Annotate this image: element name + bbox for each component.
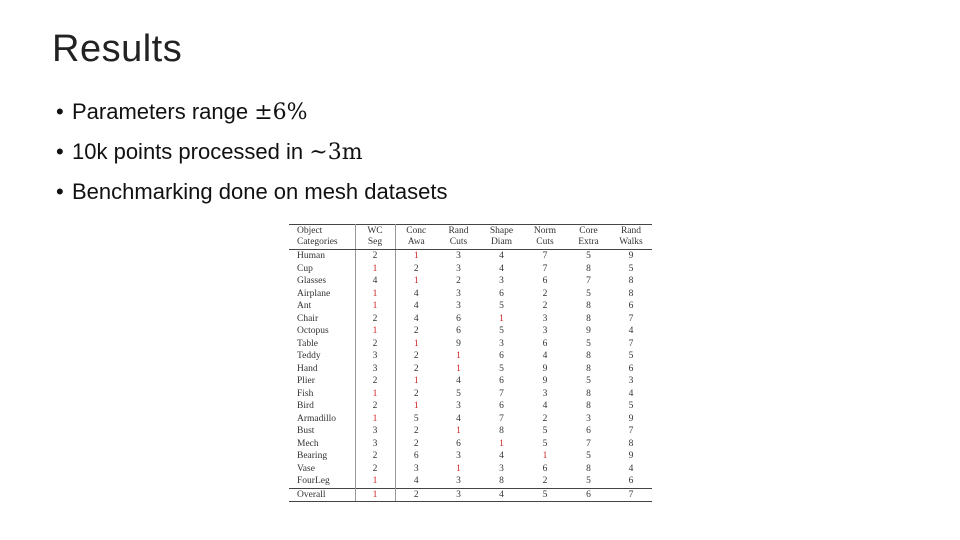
row-category: Bearing	[289, 450, 355, 463]
bullet-dot-icon: •	[56, 139, 64, 164]
rank-cell: 7	[542, 251, 548, 261]
rank-cell: 1	[542, 451, 548, 461]
rank-cell: 9	[586, 326, 591, 336]
rank-cell: 9	[542, 363, 548, 374]
rank-cell: 4	[542, 401, 548, 411]
bullet-item-parameters	[56, 92, 447, 132]
rank-cell: 2	[542, 476, 548, 486]
rank-cell: 7	[610, 488, 652, 502]
rank-cell: 6	[456, 313, 461, 324]
rank-cell: 6	[499, 376, 504, 386]
rank-cell: 2	[542, 288, 548, 299]
rank-cell: 5	[628, 263, 634, 274]
row-category: Overall	[289, 488, 355, 502]
rank-cell: 2	[413, 363, 419, 374]
column-header	[567, 225, 610, 250]
table-row	[289, 338, 652, 351]
rank-cell: 7	[542, 263, 548, 274]
rank-cell: 2	[413, 326, 419, 336]
rank-cell: 3	[456, 263, 461, 274]
rank-cell: 5	[542, 426, 548, 436]
rank-cell: 6	[413, 451, 419, 461]
rank-cell: 9	[542, 376, 548, 386]
rank-cell: 2	[355, 400, 395, 413]
rank-cell: 4	[628, 388, 634, 399]
rank-cell: 5	[499, 363, 504, 374]
rank-cell: 9	[628, 251, 634, 261]
rank-cell: 3	[355, 363, 395, 376]
rank-cell: 3	[499, 463, 504, 474]
rank-cell: 5	[542, 438, 548, 449]
rank-cell: 8	[628, 288, 634, 299]
table-row	[289, 400, 652, 413]
column-header	[355, 225, 395, 250]
rank-cell: 1	[355, 413, 395, 426]
rank-cell: 6	[542, 276, 548, 286]
rank-cell: 6	[628, 476, 634, 486]
rank-cell: 5	[413, 413, 419, 424]
rank-cell: 4	[542, 351, 548, 361]
table-row	[289, 350, 652, 363]
rank-cell: 7	[586, 438, 591, 449]
column-header	[610, 225, 652, 250]
rank-cell: 5	[499, 326, 504, 336]
row-category: Plier	[289, 375, 355, 388]
rank-cell: 8	[586, 313, 591, 324]
rank-cell: 6	[628, 363, 634, 374]
column-header	[523, 225, 567, 250]
table-body	[289, 250, 652, 502]
rank-cell: 3	[499, 338, 504, 349]
bullet-item-points	[56, 132, 447, 172]
row-category: Vase	[289, 463, 355, 476]
rank-cell: 5	[523, 488, 567, 502]
row-category: Fish	[289, 388, 355, 401]
rank-cell: 4	[413, 476, 419, 486]
row-category: Glasses	[289, 275, 355, 288]
slide-title: Results	[52, 28, 183, 70]
rank-cell: 2	[413, 438, 419, 449]
rank-cell: 4	[456, 413, 461, 424]
row-category: Bird	[289, 400, 355, 413]
rank-cell: 1	[499, 313, 504, 324]
table-row	[289, 475, 652, 488]
row-category: Ant	[289, 300, 355, 313]
table-row	[289, 488, 652, 502]
rank-cell: 2	[355, 450, 395, 463]
rank-cell: 4	[413, 313, 419, 324]
rank-cell: 3	[355, 425, 395, 438]
column-header-line: Seg	[367, 237, 383, 247]
row-category: Human	[289, 250, 355, 263]
rank-cell: 3	[456, 476, 461, 486]
bullet-item-benchmarking	[56, 172, 447, 211]
table-row	[289, 375, 652, 388]
rank-cell: 2	[456, 276, 461, 286]
row-category: Octopus	[289, 325, 355, 338]
rank-cell: 8	[586, 463, 591, 474]
rank-cell: 1	[413, 401, 419, 411]
rank-cell: 2	[395, 488, 437, 502]
rank-cell: 1	[413, 276, 419, 286]
rank-cell: 2	[355, 463, 395, 476]
rank-cell: 8	[628, 276, 634, 286]
rank-cell: 3	[355, 350, 395, 363]
rank-cell: 5	[628, 351, 634, 361]
rank-cell: 4	[628, 463, 634, 474]
rank-cell: 7	[499, 388, 504, 399]
column-header-line: Walks	[619, 237, 643, 247]
results-table-image	[289, 224, 652, 500]
table-row	[289, 438, 652, 451]
rank-cell: 1	[355, 488, 395, 502]
rank-cell: 6	[586, 426, 591, 436]
rank-cell: 2	[413, 351, 419, 361]
rank-cell: 3	[355, 438, 395, 451]
table-row	[289, 413, 652, 426]
table-row	[289, 363, 652, 376]
rank-cell: 4	[499, 451, 504, 461]
rank-cell: 4	[628, 326, 634, 336]
rank-cell: 8	[586, 401, 591, 411]
rank-cell: 1	[499, 438, 504, 449]
rank-cell: 5	[586, 451, 591, 461]
rank-cell: 1	[456, 426, 461, 436]
rank-cell: 3	[456, 251, 461, 261]
bullet-text: 10k points processed in	[72, 139, 310, 164]
rank-cell: 6	[499, 401, 504, 411]
table-row	[289, 288, 652, 301]
rank-cell: 8	[586, 351, 591, 361]
rank-cell: 9	[628, 451, 634, 461]
table-row	[289, 300, 652, 313]
rank-cell: 3	[413, 463, 419, 474]
table-row	[289, 313, 652, 326]
row-category: Armadillo	[289, 413, 355, 426]
table-row	[289, 250, 652, 263]
rank-cell: 2	[355, 250, 395, 263]
column-header-line: Rand	[620, 226, 642, 236]
rank-cell: 5	[586, 251, 591, 261]
rank-cell: 1	[355, 263, 395, 276]
column-header-line: Object	[297, 226, 323, 236]
rank-cell: 6	[499, 288, 504, 299]
row-category: Mech	[289, 438, 355, 451]
rank-cell: 3	[456, 301, 461, 311]
bullet-math: ~3m	[309, 140, 363, 165]
column-header-line: WC	[367, 226, 383, 236]
row-category: Chair	[289, 313, 355, 326]
rank-cell: 4	[413, 301, 419, 311]
rank-cell: 2	[355, 338, 395, 351]
rank-cell: 2	[542, 301, 548, 311]
column-header-line: Rand	[448, 226, 469, 236]
rank-cell: 8	[586, 388, 591, 399]
rank-cell: 3	[542, 313, 548, 324]
row-category: Airplane	[289, 288, 355, 301]
rank-cell: 9	[628, 413, 634, 424]
rank-cell: 8	[586, 263, 591, 274]
row-category: Table	[289, 338, 355, 351]
table-row	[289, 463, 652, 476]
rank-cell: 4	[355, 275, 395, 288]
rank-cell: 8	[628, 438, 634, 449]
row-category: Hand	[289, 363, 355, 376]
rank-cell: 2	[355, 313, 395, 326]
column-header-line: Cuts	[536, 237, 554, 247]
rank-cell: 1	[355, 475, 395, 488]
column-header-line: Conc	[406, 226, 427, 236]
column-header-line: Core	[579, 226, 598, 236]
bullet-dot-icon: •	[56, 99, 64, 124]
rank-cell: 6	[542, 338, 548, 349]
rank-cell: 1	[355, 325, 395, 338]
table-row	[289, 388, 652, 401]
column-header	[437, 225, 480, 250]
bullet-dot-icon: •	[56, 179, 64, 204]
bullet-math: ±6%	[254, 100, 308, 125]
rank-cell: 5	[499, 301, 504, 311]
column-header-line: Shape	[489, 226, 514, 236]
rank-cell: 7	[628, 426, 634, 436]
rank-cell: 1	[456, 363, 461, 374]
rank-cell: 6	[456, 438, 461, 449]
rank-cell: 7	[628, 338, 634, 349]
rank-cell: 6	[542, 463, 548, 474]
row-category: FourLeg	[289, 475, 355, 488]
rank-cell: 1	[456, 463, 461, 474]
table-row	[289, 275, 652, 288]
rank-cell: 8	[499, 426, 504, 436]
rank-cell: 5	[586, 288, 591, 299]
rank-cell: 1	[355, 288, 395, 301]
rank-cell: 5	[586, 376, 591, 386]
column-header	[395, 225, 437, 250]
rank-cell: 8	[586, 363, 591, 374]
rank-cell: 5	[586, 476, 591, 486]
rank-cell: 2	[355, 375, 395, 388]
rank-cell: 3	[456, 401, 461, 411]
rank-cell: 3	[437, 488, 480, 502]
rank-cell: 3	[499, 276, 504, 286]
table-row	[289, 263, 652, 276]
table-row	[289, 425, 652, 438]
rank-cell: 4	[499, 263, 504, 274]
rank-cell: 8	[586, 301, 591, 311]
table-header-row	[289, 225, 652, 250]
column-header-line: Norm	[533, 226, 557, 236]
rank-cell: 5	[628, 401, 634, 411]
bullet-list	[56, 92, 447, 211]
rank-cell: 1	[355, 388, 395, 401]
bullet-text: Benchmarking done on mesh datasets	[72, 179, 448, 204]
row-category: Teddy	[289, 350, 355, 363]
column-header-line: Cuts	[449, 237, 468, 247]
rank-cell: 6	[499, 351, 504, 361]
rank-cell: 2	[542, 413, 548, 424]
rank-cell: 2	[413, 388, 419, 399]
rank-cell: 1	[355, 300, 395, 313]
column-header-line: Diam	[490, 237, 513, 247]
column-header-line: Awa	[407, 237, 425, 247]
rank-cell: 1	[413, 338, 419, 349]
column-header	[480, 225, 523, 250]
rank-cell: 7	[586, 276, 591, 286]
row-category: Cup	[289, 263, 355, 276]
rank-cell: 3	[542, 326, 548, 336]
rank-cell: 7	[499, 413, 504, 424]
rank-cell: 4	[480, 488, 523, 502]
rank-cell: 9	[456, 338, 461, 349]
bullet-text: Parameters range	[72, 99, 255, 124]
results-table	[289, 224, 652, 502]
row-category: Bust	[289, 425, 355, 438]
rank-cell: 7	[628, 313, 634, 324]
table-row	[289, 325, 652, 338]
table-row	[289, 450, 652, 463]
rank-cell: 6	[567, 488, 610, 502]
rank-cell: 4	[456, 376, 461, 386]
rank-cell: 3	[628, 376, 634, 386]
rank-cell: 4	[499, 251, 504, 261]
column-header-line: Extra	[578, 237, 599, 247]
column-header-line: Categories	[297, 237, 338, 247]
rank-cell: 3	[456, 288, 461, 299]
rank-cell: 5	[456, 388, 461, 399]
rank-cell: 3	[456, 451, 461, 461]
rank-cell: 2	[413, 426, 419, 436]
rank-cell: 1	[413, 251, 419, 261]
rank-cell: 1	[456, 351, 461, 361]
rank-cell: 2	[413, 263, 419, 274]
rank-cell: 4	[413, 288, 419, 299]
rank-cell: 5	[586, 338, 591, 349]
rank-cell: 6	[628, 301, 634, 311]
rank-cell: 1	[413, 376, 419, 386]
rank-cell: 6	[456, 326, 461, 336]
column-header	[289, 225, 355, 250]
rank-cell: 3	[542, 388, 548, 399]
rank-cell: 8	[499, 476, 504, 486]
rank-cell: 3	[586, 413, 591, 424]
